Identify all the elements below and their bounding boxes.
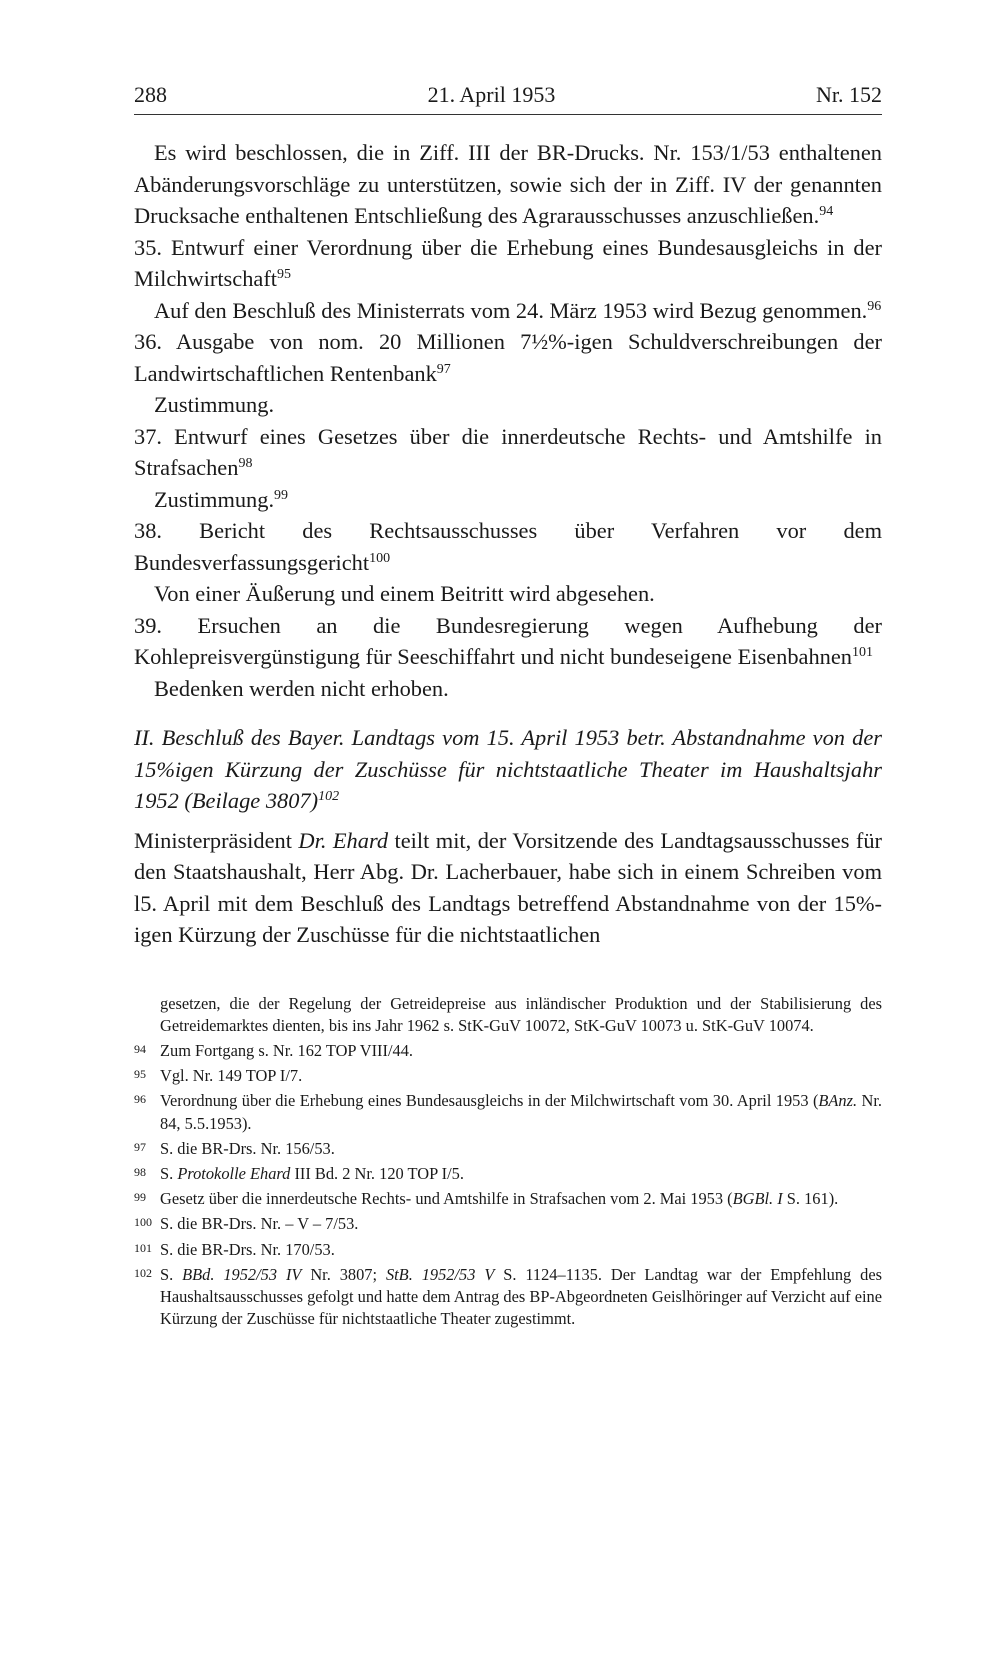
footnote-number: 100 bbox=[134, 1215, 152, 1230]
footnote-96: 96 Verordnung über die Erhebung eines Bundesausgleichs in der Milchwirtschaft vom 30. April 1953 (BAnz. Nr. 84, 5.5.1953). bbox=[134, 1090, 882, 1134]
footnote-number: 98 bbox=[134, 1164, 146, 1179]
agenda-item-reply: Von einer Äußerung und einem Beitritt wird abgesehen. bbox=[154, 581, 655, 606]
agenda-item-reply: Zustimmung.$^{99}$ bbox=[154, 486, 289, 512]
footnote-99: 99 Gesetz über die innerdeutsche Rechts- und Amtshilfe in Strafsachen vom 2. Mai 1953 (BGBl. I S. 161). bbox=[134, 1188, 882, 1210]
footnotes bbox=[134, 993, 882, 1331]
footnote-number: 97 bbox=[134, 1139, 146, 1154]
footnote-102: 102 S. BBd. 1952/53 IV Nr. 3807; StB. 1952/53 V S. 1124–1135. Der Landtag war der Empfehlung des Haushaltsausschusses gefolgt und hatte dem Antrag des BP-Abgeordneten Geislhöringer auf Verzicht auf eine Kürzung der Zuschüsse für nichtstaatliche Theater zugestimmt. bbox=[134, 1264, 882, 1331]
footnote-number: 102 bbox=[134, 1265, 152, 1280]
footnote-95: 95 Vgl. Nr. 149 TOP I/7. bbox=[134, 1065, 882, 1087]
agenda-item-title: 36. Ausgabe von nom. 20 Millionen 7½%-igen Schuldverschreibungen der Landwirtschaftlichen Rentenbank$^{97}$ bbox=[134, 329, 882, 386]
agenda-item-reply: Bedenken werden nicht erhoben. bbox=[154, 675, 449, 701]
agenda-item-title: 38. Bericht des Rechtsausschusses über Verfahren vor dem Bundesverfassungsgericht$^{100}$ bbox=[134, 518, 882, 575]
speaker-name: Dr. Ehard bbox=[298, 827, 389, 853]
footnote-ref[interactable]: 102 bbox=[318, 789, 340, 804]
agenda-item-title: 37. Entwurf eines Gesetzes über die innerdeutsche Rechts- und Amtshilfe in Strafsachen$^{98}$ bbox=[134, 423, 882, 480]
footnote-ref[interactable]: 95 bbox=[277, 267, 292, 282]
footnote-number: 99 bbox=[134, 1190, 146, 1205]
footnote-ref[interactable]: 96 bbox=[867, 298, 882, 314]
intro-paragraph: Es wird beschlossen, die in Ziff. III der BR-Drucks. Nr. 153/1/53 enthaltenen Abänderungsvorschläge zu unterstützen, sowie sich der in Ziff. IV der genannten Drucksache enthaltenen Entschließung des Agrarausschusses anzuschließen.$^{94}$ bbox=[134, 140, 882, 228]
footnote-94: 94 Zum Fortgang s. Nr. 162 TOP VIII/44. bbox=[134, 1040, 882, 1062]
header-date: 21. April 1953 bbox=[427, 82, 556, 107]
agenda-item-title: 35. Entwurf einer Verordnung über die Erhebung eines Bundesausgleichs in der Milchwirtschaft$^{95}$ bbox=[134, 234, 882, 291]
footnote-number: 96 bbox=[134, 1092, 146, 1107]
agenda-item-reply: Auf den Beschluß des Ministerrats vom 24. März 1953 wird Bezug genommen.$^{96}$ bbox=[154, 297, 882, 323]
agenda-item-reply: Zustimmung. bbox=[154, 392, 275, 417]
document-number: Nr. 152 bbox=[815, 82, 882, 107]
main-text bbox=[134, 137, 882, 704]
document-page bbox=[134, 82, 882, 1330]
footnote-101: 101 S. die BR-Drs. Nr. 170/53. bbox=[134, 1239, 882, 1261]
footnote-continuation: gesetzen, die der Regelung der Getreidepreise aus inländischer Produktion und der Stabilisierung des Getreidemarktes dienten, bis ins Jahr 1962 s. StK-GuV 10072, StK-GuV 10073 u. StK-GuV 10074. bbox=[160, 993, 882, 1035]
section-paragraph: Ministerpräsident Dr. Ehard teilt mit, der Vorsitzende des Landtagsausschusses für den Staatshaushalt, Herr Abg. Dr. Lacherbauer, habe sich in einem Schreiben vom l5. April mit dem Beschluß des Landtags betreffend Abstandnahme von der 15%-igen Kürzung der Zuschüsse für die nichtstaatlichen bbox=[134, 827, 883, 947]
agenda-item-title: 39. Ersuchen an die Bundesregierung wegen Aufhebung der Kohlepreisvergünstigung für Seeschiffahrt und nicht bundeseigene Eisenbahnen$^{101}$ bbox=[134, 612, 882, 669]
footnote-ref[interactable]: 100 bbox=[369, 550, 391, 566]
footnote-ref[interactable]: 98 bbox=[238, 456, 253, 471]
footnote-ref[interactable]: 101 bbox=[851, 645, 873, 660]
footnote-97: 97 S. die BR-Drs. Nr. 156/53. bbox=[134, 1138, 882, 1160]
section-heading: II. Beschluß des Bayer. Landtags vom 15. April 1953 betr. Abstandnahme von der 15%igen Kürzung der Zuschüsse für nichtstaatliche Theater im Haushaltsjahr 1952 (Beilage 3807)$^{102}$ bbox=[134, 725, 882, 813]
footnote-ref[interactable]: 99 bbox=[274, 487, 289, 503]
footnote-98: 98 S. Protokolle Ehard III Bd. 2 Nr. 120 TOP I/5. bbox=[134, 1163, 882, 1185]
footnote-number: 101 bbox=[134, 1240, 152, 1255]
page-number: 288 bbox=[134, 82, 167, 107]
footnote-ref[interactable]: 94 bbox=[819, 204, 834, 219]
footnote-number: 95 bbox=[134, 1067, 146, 1082]
footnote-ref[interactable]: 97 bbox=[436, 361, 451, 377]
footnote-100: 100 S. die BR-Drs. Nr. – V – 7/53. bbox=[134, 1213, 882, 1235]
running-header bbox=[134, 82, 882, 115]
footnote-number: 94 bbox=[134, 1041, 146, 1056]
